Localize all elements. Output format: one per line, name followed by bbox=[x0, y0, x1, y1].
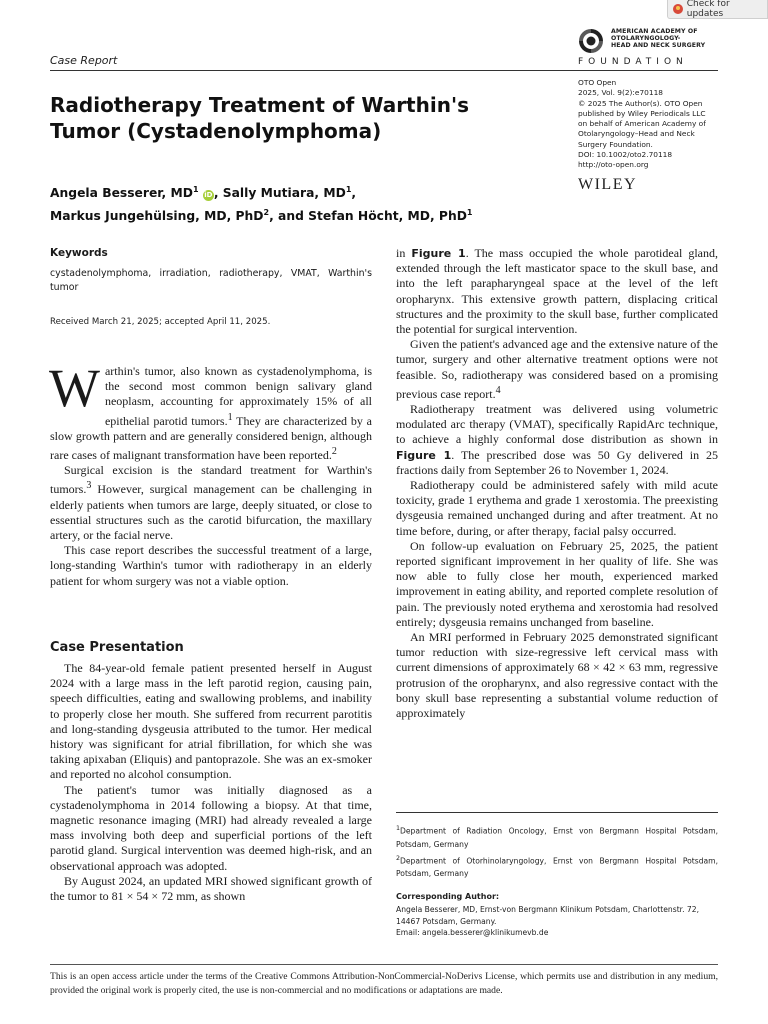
logo-line: AMERICAN ACADEMY OF bbox=[611, 28, 698, 35]
received-dates: Received March 21, 2025; accepted April 11, 2025. bbox=[50, 317, 271, 327]
paragraph-text: arthin's tumor, also known as cystadenolymphoma, is the second most common benign salivary gland neoplasm, accounting for approximately 15% of all epithelial parotid tumors. bbox=[104, 364, 372, 428]
publisher-logo: WILEY bbox=[578, 176, 638, 193]
section-heading: Case Presentation bbox=[50, 640, 184, 655]
affiliations bbox=[396, 822, 718, 881]
keywords-list: cystadenolymphoma, irradiation, radiotherapy, VMAT, Warthin's tumor bbox=[50, 268, 372, 293]
section-label: Case Report bbox=[50, 54, 118, 67]
journal-info bbox=[578, 78, 728, 171]
logo-line: HEAD AND NECK SURGERY bbox=[611, 42, 706, 49]
affiliation-text: Department of Radiation Oncology, Ernst von Bergmann Hospital Potsdam, Potsdam, Germany bbox=[396, 826, 718, 849]
citation-ref[interactable]: 3 bbox=[86, 480, 92, 492]
logo-line: OTOLARYNGOLOGY- bbox=[611, 35, 681, 42]
case-paragraph: The 84-year-old female patient presented herself in August 2024 with a large mass in the left parotid region, causing pain, speech difficulties, eating and swallowing problems, and inability to properly close her mouth. She suffered from recurrent parotitis and long-standing dysgeusia attributed to the tumor. Her medical history was significant for atrial fibrillation, for which she was taking apixaban (Eliquis) and pantoprazole. She was an ex-smoker and reported no alcohol consumption. bbox=[50, 661, 372, 782]
figure-link[interactable]: Figure 1 bbox=[411, 247, 466, 260]
citation-ref[interactable]: 4 bbox=[495, 384, 501, 396]
keywords-heading: Keywords bbox=[50, 247, 108, 259]
affiliation bbox=[396, 822, 718, 851]
body-paragraph: On follow-up evaluation on February 25, 2025, the patient reported significant improvement in her quality of life. She was now able to fully close her mouth, experienced marked improvement in eating ability, and reported complete resolution of pain. The previously noted erythema and xerostomia had resolved entirely; dysgeusia remains unchanged from baseline. bbox=[396, 538, 718, 629]
paragraph-text: However, surgical management can be challenging in elderly patients when tumors are large, deeply situated, or close to essential structures such as the carotid bifurcation, the maxillary artery, or the facial nerve. bbox=[50, 482, 372, 543]
paragraph-text: . The mass occupied the whole parotideal gland, extended through the left masticator space to the skull base, and into the left parapharyngeal space at the level of the left oropharynx. This extensive growth pattern, displacing critical structures and the proximity to the skull base, further complicated the potential for surgical intervention. bbox=[396, 246, 719, 337]
case-presentation bbox=[50, 661, 372, 904]
right-column-text bbox=[396, 246, 718, 721]
affiliation-text: Department of Otorhinolaryngology, Ernst von Bergmann Hospital Potsdam, Potsdam, Germany bbox=[396, 856, 718, 879]
journal-info-line: on behalf of American Academy of bbox=[578, 119, 706, 129]
author-list bbox=[50, 180, 550, 226]
aao-hns-logo-icon bbox=[577, 27, 605, 55]
affiliation-ref: 1 bbox=[192, 185, 199, 194]
affiliation-number: 2 bbox=[396, 854, 401, 862]
update-badge-icon bbox=[673, 4, 683, 14]
intro-paragraph bbox=[50, 463, 372, 543]
corresponding-author-heading: Corresponding Author: bbox=[396, 892, 500, 901]
drop-cap: W bbox=[49, 358, 100, 418]
foundation-label: FOUNDATION bbox=[578, 57, 688, 67]
paragraph-text: They are characterized by a slow growth pattern and are generally considered benign, although rare cases of malignant transformation have been reported. bbox=[50, 413, 372, 463]
paragraph-text: Given the patient's advanced age and the extensive nature of the tumor, surgery and other alternative treatment options were not feasible. So, radiotherapy was considered based on a promising previous case report. bbox=[396, 337, 718, 401]
citation-ref[interactable]: 1 bbox=[227, 411, 233, 423]
journal-info-line: published by Wiley Periodicals LLC bbox=[578, 108, 706, 118]
doi-link[interactable]: DOI: 10.1002/oto2.70118 bbox=[578, 150, 673, 160]
paragraph-text: Radiotherapy treatment was delivered using volumetric modulated arc therapy (VMAT), specifically RapidArc technique, to achieve a highly conformal dose distribution as shown in bbox=[396, 402, 718, 447]
affiliation-ref: 2 bbox=[263, 208, 270, 218]
affiliations-divider bbox=[396, 812, 718, 813]
paragraph-text: Surgical excision is the standard treatment for Warthin's tumors. bbox=[50, 463, 372, 497]
intro-paragraph bbox=[49, 358, 372, 463]
check-for-updates-button[interactable] bbox=[667, 0, 768, 19]
case-paragraph: The patient's tumor was initially diagnosed as a cystadenolymphoma in 2014 following a biopsy. At that time, magnetic resonance imaging (MRI) had already revealed a large mass involving both deep and superficial portions of the left parotid gland. Surgical intervention was deemed high-risk, and an observational approach was adopted. bbox=[50, 782, 372, 873]
corresponding-author bbox=[396, 904, 718, 939]
journal-info-line: OTO Open bbox=[578, 78, 617, 87]
body-paragraph: An MRI performed in February 2025 demonstrated significant tumor reduction with size-regressive left cervical mass with current dimensions of approximately 68 × 42 × 63 mm, regressive protrusion of the oropharynx, and also regressive contact with the bony skull base representing a substantial volume reduction of approximately bbox=[396, 630, 718, 721]
orcid-icon[interactable]: iD bbox=[204, 191, 213, 200]
affiliation-ref: 1 bbox=[345, 185, 352, 194]
logo-wordmark bbox=[611, 28, 705, 49]
paragraph-text: . The prescribed dose was 50 Gy delivered in 25 fractions daily from September 26 to November 1, 2024. bbox=[396, 447, 719, 477]
journal-info-line: © 2025 The Author(s). OTO Open bbox=[578, 98, 703, 108]
figure-link[interactable]: Figure 1 bbox=[396, 448, 452, 462]
affiliation-ref: 1 bbox=[466, 208, 473, 218]
author-name[interactable]: Angela Besserer, MD bbox=[50, 186, 193, 201]
journal-info-line: Otolaryngology–Head and Neck bbox=[578, 129, 695, 139]
body-paragraph: Radiotherapy could be administered safely with mild acute toxicity, grade 1 erythema and grade 1 xerostomia. The preexisting dysgeusia remained unchanged during and after treatment. At no time before, during, or after therapy, facial palsy occurred. bbox=[396, 478, 718, 538]
introduction bbox=[49, 358, 372, 589]
author-name[interactable]: , and Stefan Höcht, MD, PhD bbox=[269, 209, 467, 224]
check-for-updates-label: Check for updates bbox=[686, 0, 730, 19]
affiliation bbox=[396, 852, 718, 881]
journal-info-line: Surgery Foundation. bbox=[578, 139, 653, 149]
citation-ref[interactable]: 2 bbox=[331, 446, 337, 458]
license-notice: This is an open access article under the terms of the Creative Commons Attribution-NonCommercial-NoDerivs License, which permits use and distribution in any medium, provided the original work is properly cited, the use is non-commercial and no modifications or adaptations are made. bbox=[50, 971, 718, 996]
author-name[interactable]: , Sally Mutiara, MD bbox=[213, 186, 346, 201]
body-paragraph bbox=[396, 246, 718, 337]
case-paragraph: By August 2024, an updated MRI showed significant growth of the tumor to 81 × 54 × 72 mm, as shown bbox=[50, 873, 372, 904]
affiliation-number: 1 bbox=[396, 825, 401, 832]
separator: , bbox=[351, 186, 357, 201]
article-title: Radiotherapy Treatment of Warthin's Tumor (Cystadenolymphoma) bbox=[50, 93, 469, 143]
footer-divider bbox=[50, 964, 718, 965]
intro-paragraph: This case report describes the successful treatment of a large, long-standing Warthin's tumor with radiotherapy in an elderly patient for whom surgery was not a viable option. bbox=[50, 543, 372, 588]
author-name[interactable]: Markus Jungehülsing, MD, PhD bbox=[50, 209, 264, 224]
journal-info-line: 2025, Vol. 9(2):e70118 bbox=[578, 88, 663, 98]
journal-url-link[interactable]: http://oto-open.org bbox=[578, 160, 649, 170]
body-paragraph bbox=[396, 337, 718, 402]
corresponding-address: Angela Besserer, MD, Ernst-von Bergmann Klinikum Potsdam, Charlottenstr. 72, 14467 Potsdam, Germany. bbox=[396, 905, 700, 926]
header-divider bbox=[50, 70, 718, 71]
body-paragraph bbox=[396, 402, 718, 478]
paragraph-text: in bbox=[396, 246, 412, 260]
corresponding-email[interactable]: Email: angela.besserer@klinikumevb.de bbox=[396, 928, 549, 938]
